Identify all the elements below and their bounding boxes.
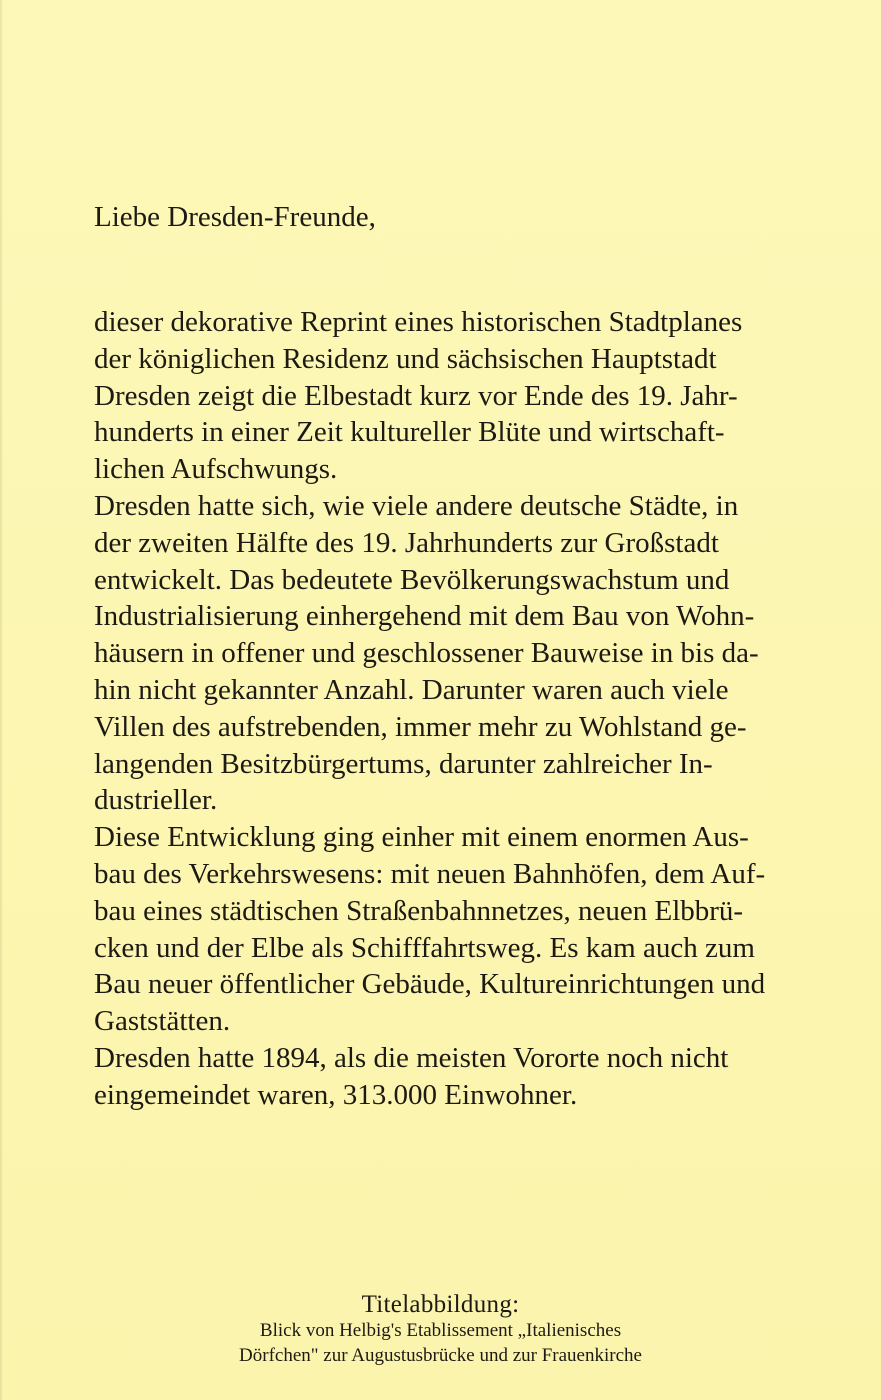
- body-line: dieser dekorative Reprint eines historischen Stadtplanes: [94, 306, 743, 338]
- body-line: häusern in offener und geschlossener Bauweise in bis da-: [94, 637, 759, 670]
- body-line: cken und der Elbe als Schifffahrtsweg. Es kam auch zum: [94, 931, 755, 964]
- body-line: langenden Besitzbürgertums, darunter zahlreicher In-: [94, 747, 713, 780]
- body-line: entwickelt. Das bedeutete Bevölkerungswachstum und: [94, 563, 730, 596]
- body-line: lichen Aufschwungs.: [94, 453, 338, 486]
- caption-line: Dörfchen" zur Augustusbrücke und zur Frauenkirche: [239, 1345, 642, 1366]
- caption-line: Blick von Helbig's Etablissement „Italienisches: [259, 1320, 622, 1341]
- body-line: Industrialisierung einhergehend mit dem Bau von Wohn-: [94, 600, 755, 633]
- caption-title: Titelabbildung:: [361, 1291, 520, 1318]
- body-line: der königlichen Residenz und sächsischen Hauptstadt: [94, 342, 717, 375]
- body-line: Dresden zeigt die Elbestadt kurz vor Ende des 19. Jahr-: [94, 379, 738, 412]
- body-line: Villen des aufstrebenden, immer mehr zu Wohlstand ge-: [94, 710, 747, 743]
- body-line: Dresden hatte sich, wie viele andere deutsche Städte, in: [94, 489, 739, 522]
- body-text: [94, 304, 814, 1114]
- body-line: hin nicht gekannter Anzahl. Darunter waren auch viele: [94, 673, 729, 706]
- body-line: Diese Entwicklung ging einher mit einem enormen Aus-: [94, 821, 749, 854]
- body-line: bau eines städtischen Straßenbahnnetzes, neuen Elbbrü-: [94, 894, 744, 927]
- body-line: der zweiten Hälfte des 19. Jahrhunderts zur Großstadt: [94, 526, 719, 559]
- body-line: Dresden hatte 1894, als die meisten Vororte noch nicht: [94, 1041, 729, 1074]
- salutation: Liebe Dresden-Freunde,: [94, 201, 376, 233]
- body-line: eingemeindet waren, 313.000 Einwohner.: [94, 1078, 578, 1111]
- body-line: Bau neuer öffentlicher Gebäude, Kultureinrichtungen und: [94, 968, 766, 1001]
- body-line: Gaststätten.: [94, 1005, 231, 1038]
- body-line: hunderts in einer Zeit kultureller Blüte und wirtschaft-: [94, 416, 725, 449]
- page-edge-shadow: [0, 0, 3, 1400]
- body-line: bau des Verkehrswesens: mit neuen Bahnhöfen, dem Auf-: [94, 857, 766, 890]
- body-line: dustrieller.: [94, 784, 218, 817]
